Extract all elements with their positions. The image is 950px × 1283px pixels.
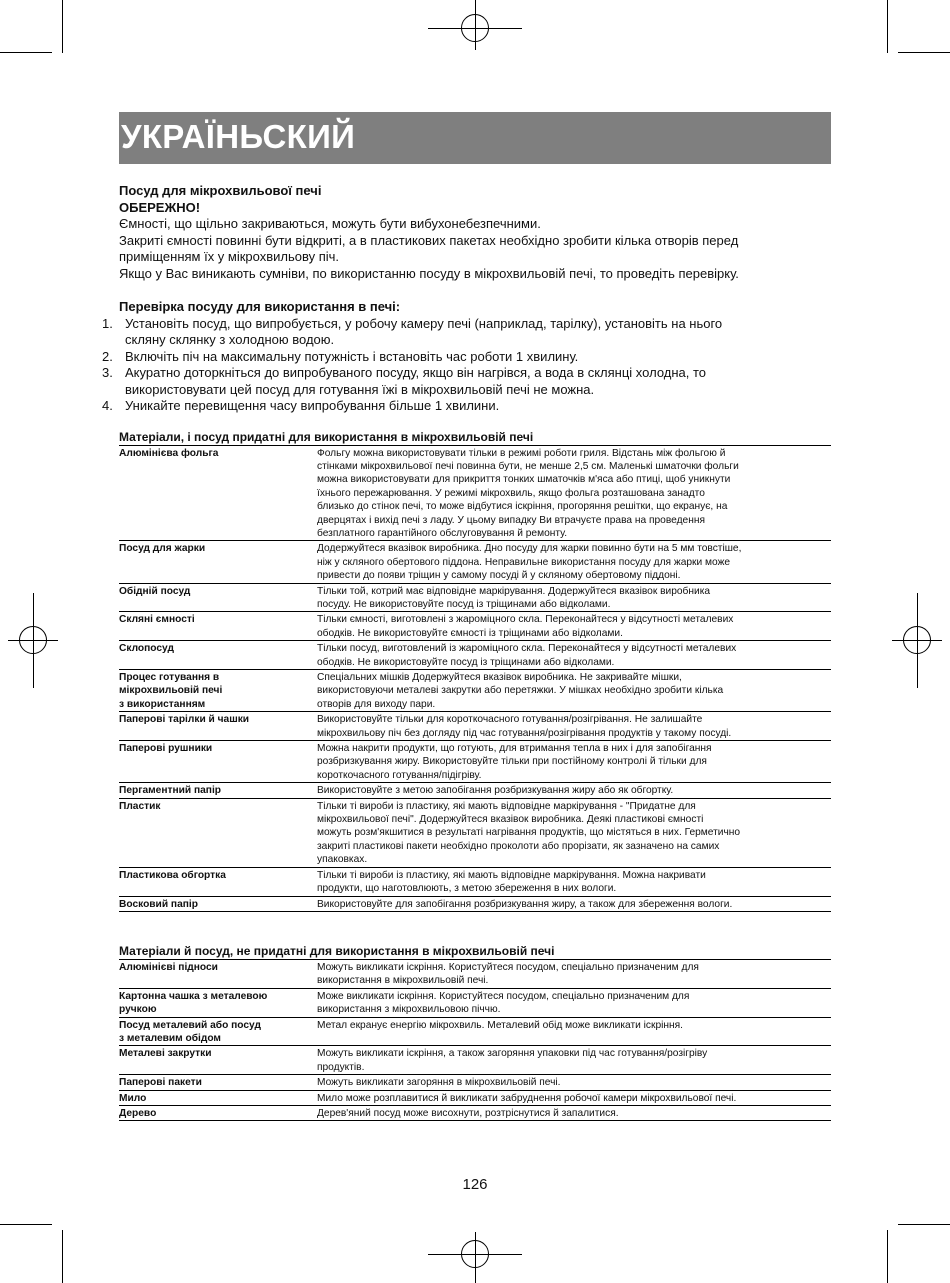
material-description <box>317 541 831 583</box>
material-description-line: дверцятах і вихід печі з ладу. У цьому випадку Ви втрачуєте права на проведення <box>317 514 705 526</box>
table-row <box>119 959 831 988</box>
material-description <box>317 712 831 741</box>
step-text: Включіть піч на максимальну потужність і встановіть час роботи 1 хвилину. <box>125 348 579 364</box>
table-row <box>119 712 831 741</box>
step-number: 3. <box>102 365 113 380</box>
table-row <box>119 988 831 1017</box>
material-description <box>317 1017 831 1046</box>
material-name-line: Картонна чашка з металевою <box>119 990 268 1002</box>
check-heading: Перевірка посуду для використання в печі: <box>119 299 401 314</box>
material-name <box>119 641 317 670</box>
intro-text: Закриті ємності повинні бути відкриті, а в пластикових пакетах необхідно зробити кілька отворів перед <box>119 232 739 248</box>
table-row <box>119 867 831 896</box>
material-name <box>119 798 317 867</box>
material-description <box>317 641 831 670</box>
material-name-line: Алюмінієва фольга <box>119 447 219 459</box>
material-description-line: Фольгу можна використовувати тільки в режимі роботи гриля. Відстань між фольгою й <box>317 447 726 459</box>
material-description-line: отворів для виходу пари. <box>317 698 436 710</box>
warning-label: ОБЕРЕЖНО! <box>119 199 201 215</box>
material-name-line: Паперові тарілки й чашки <box>119 714 250 726</box>
table-row <box>119 741 831 783</box>
material-description-line: безплатного гарантійного обслуговування й ремонту. <box>317 527 568 539</box>
registration-line <box>475 1232 476 1283</box>
material-description-line: Тільки той, котрий має відповідне маркірування. Додержуйтеся вказівок виробника <box>317 585 711 597</box>
material-name-line: Пергаментний папір <box>119 785 221 797</box>
material-name <box>119 867 317 896</box>
material-description <box>317 612 831 641</box>
material-name <box>119 1105 317 1120</box>
material-name-line: Скляні ємності <box>119 614 195 626</box>
material-description-line: стінками мікрохвильової печі повинна бути, не менше 2,5 см. Маленькі шматочки фольги <box>317 460 739 472</box>
material-description-line: ободків. Не використовуйте ємності із тріщинами або відколами. <box>317 627 623 639</box>
material-name-line: Металеві закрутки <box>119 1048 212 1060</box>
material-description-line: Можна накрити продукти, що готують, для втримання тепла в них і для запобігання <box>317 743 712 755</box>
material-description-line: Дерев'яний посуд може висохнути, розтріснутися й запалитися. <box>317 1107 619 1119</box>
step-text: Установіть посуд, що випробується, у робочу камеру печі (наприклад, тарілку), установіть на нього <box>125 315 723 331</box>
material-name <box>119 1017 317 1046</box>
table-row <box>119 798 831 867</box>
material-description-line: Використовуйте тільки для короткочасного готування/розігрівання. Не залишайте <box>317 714 703 726</box>
material-description <box>317 445 831 541</box>
material-description-line: Використовуйте з метою запобігання розбризкування жиру або як обгортку. <box>317 785 674 797</box>
crop-mark <box>0 52 52 53</box>
material-name-line: Пластикова обгортка <box>119 869 226 881</box>
material-description-line: Можуть викликати іскріння. Користуйтеся посудом, спеціально призначеним для <box>317 961 699 973</box>
material-description <box>317 867 831 896</box>
material-description-line: мікрохвильової печі". Додержуйтеся вказівок виробника. Деякі пластикові ємності <box>317 814 704 826</box>
material-name-line: Склопосуд <box>119 643 174 655</box>
check-step <box>102 365 831 398</box>
step-text: використовувати цей посуд для готування їжі в мікрохвильовій печі не можна. <box>125 381 595 397</box>
check-step <box>102 316 831 349</box>
suitable-table-title: Матеріали, і посуд придатні для використання в мікрохвильовій печі <box>119 429 534 444</box>
material-name-line: Мило <box>119 1092 147 1104</box>
table-row <box>119 670 831 712</box>
check-step <box>102 398 831 415</box>
material-name-line: Паперові пакети <box>119 1077 202 1089</box>
material-description-line: близько до стінок печі, то може відбутися іскріння, прогоряння решітки, що екранує, на <box>317 501 728 513</box>
material-name <box>119 1075 317 1090</box>
material-description-line: Можуть викликати загоряння в мікрохвильовій печі. <box>317 1077 561 1089</box>
material-description <box>317 988 831 1017</box>
material-description-line: Спеціальних мішків Додержуйтеся вказівок виробника. Не закривайте мішки, <box>317 672 682 683</box>
crop-mark <box>62 1230 63 1283</box>
material-description-line: Може викликати іскріння. Користуйтеся посудом, спеціально призначеним для <box>317 990 690 1002</box>
material-name-line: Пластик <box>119 800 161 812</box>
material-description-line: упаковках. <box>317 854 368 866</box>
material-name <box>119 541 317 583</box>
table-row <box>119 783 831 798</box>
material-description <box>317 959 831 988</box>
material-description <box>317 1046 831 1075</box>
table-row <box>119 1090 831 1105</box>
material-description-line: Тільки ті вироби із пластику, які мають відповідне маркірування. Можна накривати <box>317 869 706 881</box>
material-description <box>317 583 831 612</box>
table-row <box>119 896 831 911</box>
table-row <box>119 445 831 541</box>
suitable-materials-table <box>119 445 831 912</box>
material-description-line: посуду. Не використовуйте посуд із тріщинами або відколами. <box>317 598 611 610</box>
material-description-line: їхнього пережарювання. У режимі мікрохвиль, якщо фольга розташована занадто <box>317 487 705 499</box>
material-name <box>119 959 317 988</box>
material-name-line: ручкою <box>119 1004 157 1016</box>
step-number: 4. <box>102 398 113 413</box>
material-description <box>317 1075 831 1090</box>
step-number: 2. <box>102 348 113 364</box>
table-row <box>119 583 831 612</box>
table-row <box>119 641 831 670</box>
material-description-line: розбризкування жиру. Використовуйте тільки при постійному контролі й тільки для <box>317 756 707 768</box>
material-description-line: Тільки ємності, виготовлені з жароміцного скла. Переконайтеся у відсутності металевих <box>317 614 734 626</box>
material-description <box>317 741 831 783</box>
material-name <box>119 583 317 612</box>
material-name <box>119 783 317 798</box>
unsuitable-materials-table <box>119 959 831 1121</box>
material-name-line: Восковий папір <box>119 898 198 910</box>
material-name-line: Посуд для жарки <box>119 543 206 555</box>
material-description-line: використання в мікрохвильовій печі. <box>317 975 489 987</box>
intro-text: Якщо у Вас виникають сумніви, по використанню посуду в мікрохвильовій печі, то проведіть перевірку. <box>119 265 739 281</box>
crop-mark <box>887 1230 888 1283</box>
unsuitable-table-title: Матеріали й посуд, не придатні для використання в мікрохвильовій печі <box>119 943 555 958</box>
material-name <box>119 445 317 541</box>
material-name <box>119 612 317 641</box>
material-description-line: Використовуйте для запобігання розбризкування жиру, а також для збереження вологи. <box>317 898 733 910</box>
page-content <box>102 183 831 1121</box>
page-title: УКРАЇНЬСКИЙ <box>121 118 356 155</box>
material-description-line: Тільки посуд, виготовлений із жароміцного скла. Переконайтеся у відсутності металевих <box>317 643 737 655</box>
language-banner <box>119 112 831 164</box>
step-text: Уникайте перевищення часу випробування більше 1 хвилини. <box>125 398 500 413</box>
step-text: скляну склянку з холодною водою. <box>125 332 335 347</box>
material-name-line: з металевим обідом <box>119 1032 221 1044</box>
material-name-line: Дерево <box>119 1107 157 1119</box>
material-description-line: мікрохвильову піч без догляду під час готування/розігрівання продуктів у такому посуді. <box>317 727 732 739</box>
material-description <box>317 896 831 911</box>
page-number: 126 <box>462 1176 488 1193</box>
material-description-line: продукти, що наготовлюють, з метою збереження в них вологи. <box>317 883 617 895</box>
table-row <box>119 541 831 583</box>
step-text: Акуратно доторкніться до випробуваного посуду, якщо він нагрівся, а вода в склянці холодна, то <box>125 365 707 380</box>
material-description-line: ніж у скляного обертового піддона. Неправильне використання посуду для жарки може <box>317 556 731 568</box>
table-row <box>119 612 831 641</box>
crop-mark <box>887 0 888 53</box>
material-name-line: Паперові рушники <box>119 743 213 755</box>
material-description-line: Додержуйтеся вказівок виробника. Дно посуду для жарки повинно бути на 5 мм товстіше, <box>317 543 742 555</box>
crop-mark <box>898 1224 950 1225</box>
material-name <box>119 988 317 1017</box>
registration-line <box>475 0 476 50</box>
material-description-line: використання з мікрохвильовою піччю. <box>317 1004 501 1016</box>
check-steps-list <box>102 315 831 415</box>
material-description-line: Метал екранує енергію мікрохвиль. Металевий обід може викликати іскріння. <box>317 1019 683 1031</box>
material-name-line: з використанням <box>119 698 206 710</box>
material-description-line: Тільки ті вироби із пластику, які мають відповідне маркірування - "Придатне для <box>317 800 696 812</box>
crop-mark <box>0 1224 52 1225</box>
material-name <box>119 712 317 741</box>
material-description <box>317 1090 831 1105</box>
material-description <box>317 670 831 712</box>
material-description-line: закриті пластикові пакети необхідно проколоти або прорізати, як зазначено на самих <box>317 840 720 852</box>
intro-text: приміщенням їх у мікрохвильову піч. <box>119 249 340 264</box>
material-description-line: Можуть викликати іскріння, а також загоряння упаковки під час готування/розігріву <box>317 1048 708 1060</box>
intro-text: Ємності, що щільно закриваються, можуть бути вибухонебезпечними. <box>119 216 541 231</box>
material-name <box>119 670 317 712</box>
registration-line <box>917 593 918 688</box>
material-description <box>317 783 831 798</box>
section-heading: Посуд для мікрохвильової печі <box>119 183 322 198</box>
step-number: 1. <box>102 315 113 331</box>
material-description-line: ободків. Не використовуйте посуд із тріщинами або відколами. <box>317 656 615 668</box>
material-description-line: продуктів. <box>317 1061 365 1073</box>
material-description-line: використовуючи металеві закрутки або перетяжки. У мішках необхідно зробити кілька <box>317 685 724 697</box>
table-row <box>119 1105 831 1120</box>
registration-line <box>33 593 34 688</box>
check-step <box>102 349 831 366</box>
material-description <box>317 798 831 867</box>
material-name-line: мікрохвильовій печі <box>119 685 223 697</box>
material-description-line: короткочасного готування/підігріву. <box>317 769 482 781</box>
material-description-line: можна використовувати для прикриття тонких шматочків м'яса або птиці, щоб уникнути <box>317 474 731 486</box>
table-row <box>119 1046 831 1075</box>
material-name <box>119 896 317 911</box>
material-description-line: привести до появи тріщин у самому посуді й у скляному обертовому піддоні. <box>317 570 681 582</box>
material-name-line: Алюмінієві підноси <box>119 961 218 973</box>
material-name-line: Процес готування в <box>119 672 220 683</box>
crop-mark <box>62 0 63 53</box>
crop-mark <box>898 52 950 53</box>
material-name-line: Посуд металевий або посуд <box>119 1019 261 1031</box>
material-description-line: можуть розм'якшитися в результаті нагрівання продуктів, що містяться в них. Герметично <box>317 827 741 839</box>
material-name <box>119 1046 317 1075</box>
table-row <box>119 1017 831 1046</box>
material-description <box>317 1105 831 1120</box>
material-name <box>119 741 317 783</box>
material-name-line: Обідній посуд <box>119 585 191 597</box>
table-row <box>119 1075 831 1090</box>
material-description-line: Мило може розплавитися й викликати забруднення робочої камери мікрохвильової печі. <box>317 1092 737 1104</box>
material-name <box>119 1090 317 1105</box>
